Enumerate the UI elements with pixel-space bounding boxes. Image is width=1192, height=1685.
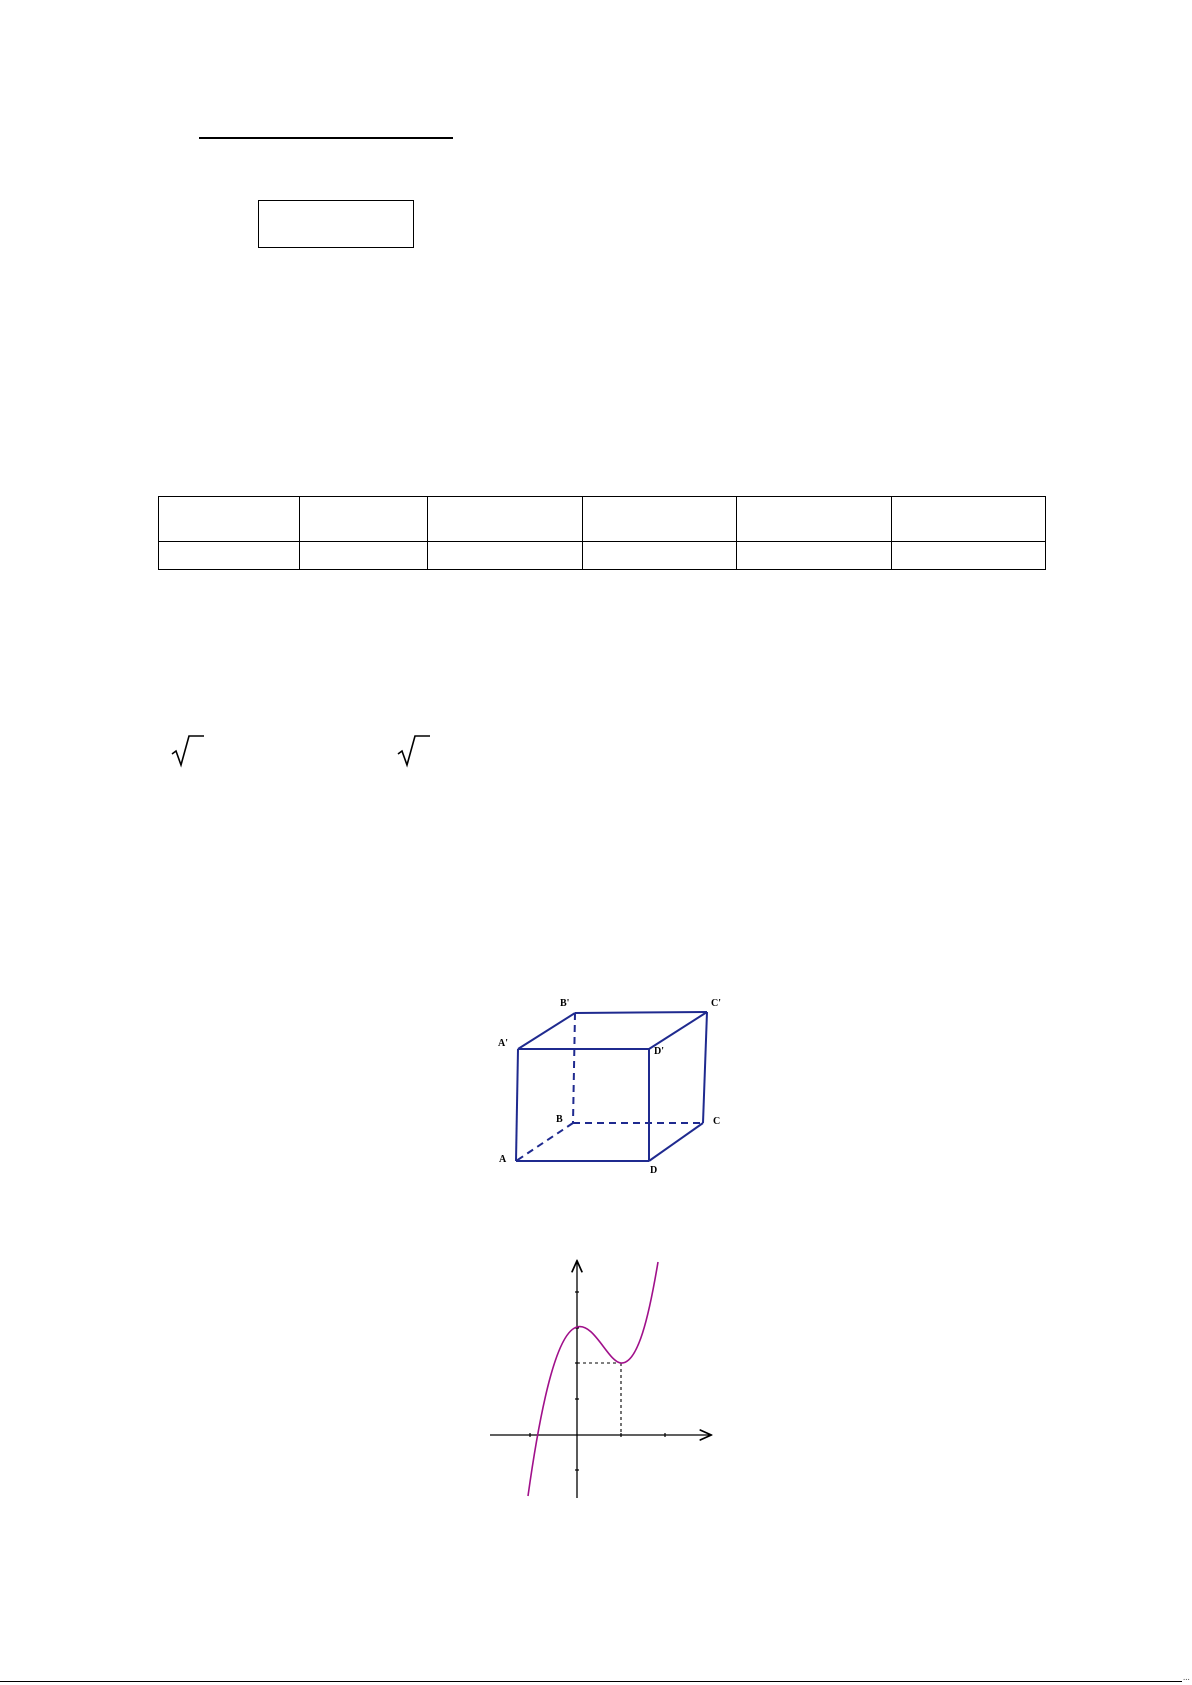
- header-box: [258, 200, 414, 248]
- answer-table-row: [159, 542, 1046, 570]
- vertex-label-b-prime: B': [560, 998, 570, 1009]
- table-cell: [300, 542, 428, 570]
- axis-ticks: [530, 1292, 665, 1470]
- table-cell: [300, 497, 428, 542]
- table-cell: [892, 497, 1046, 542]
- footer-mark: ...: [1183, 1672, 1190, 1682]
- vertex-label-b: B: [556, 1114, 563, 1125]
- table-cell: [159, 542, 300, 570]
- vertex-label-a-prime: A': [498, 1038, 508, 1049]
- vertex-label-d: D: [650, 1165, 658, 1176]
- table-cell: [428, 542, 583, 570]
- vertex-label-c: C: [713, 1116, 721, 1127]
- vertex-label-c-prime: C': [711, 998, 721, 1009]
- cube-edges: [516, 1012, 707, 1161]
- sqrt-symbol-1: [170, 732, 206, 768]
- vertex-label-d-prime: D': [654, 1046, 664, 1057]
- cube-hidden-edge: [573, 1013, 575, 1123]
- guide-lines: [577, 1363, 621, 1435]
- table-cell: [428, 497, 583, 542]
- cube-edge: [516, 1049, 518, 1161]
- answer-table-row: [159, 497, 1046, 542]
- table-cell: [737, 497, 892, 542]
- cube-edge: [649, 1123, 703, 1161]
- cube-edge: [703, 1012, 707, 1123]
- table-cell: [159, 497, 300, 542]
- cube-figure: [490, 990, 730, 1176]
- function-graph: [486, 1256, 716, 1502]
- table-cell: [892, 542, 1046, 570]
- sqrt-symbol-2: [396, 732, 432, 768]
- header-underline: [199, 137, 453, 139]
- cube-edge: [575, 1012, 707, 1013]
- table-cell: [583, 542, 737, 570]
- table-cell: [737, 542, 892, 570]
- cube-hidden-edge: [516, 1123, 573, 1161]
- function-curve: [528, 1262, 658, 1496]
- footer-rule: [0, 1681, 1182, 1682]
- cube-hidden-edges: [516, 1013, 703, 1161]
- table-cell: [583, 497, 737, 542]
- answer-table: [158, 496, 1046, 570]
- cube-edge: [649, 1012, 707, 1049]
- cube-edge: [518, 1013, 575, 1049]
- vertex-label-a: A: [499, 1154, 507, 1165]
